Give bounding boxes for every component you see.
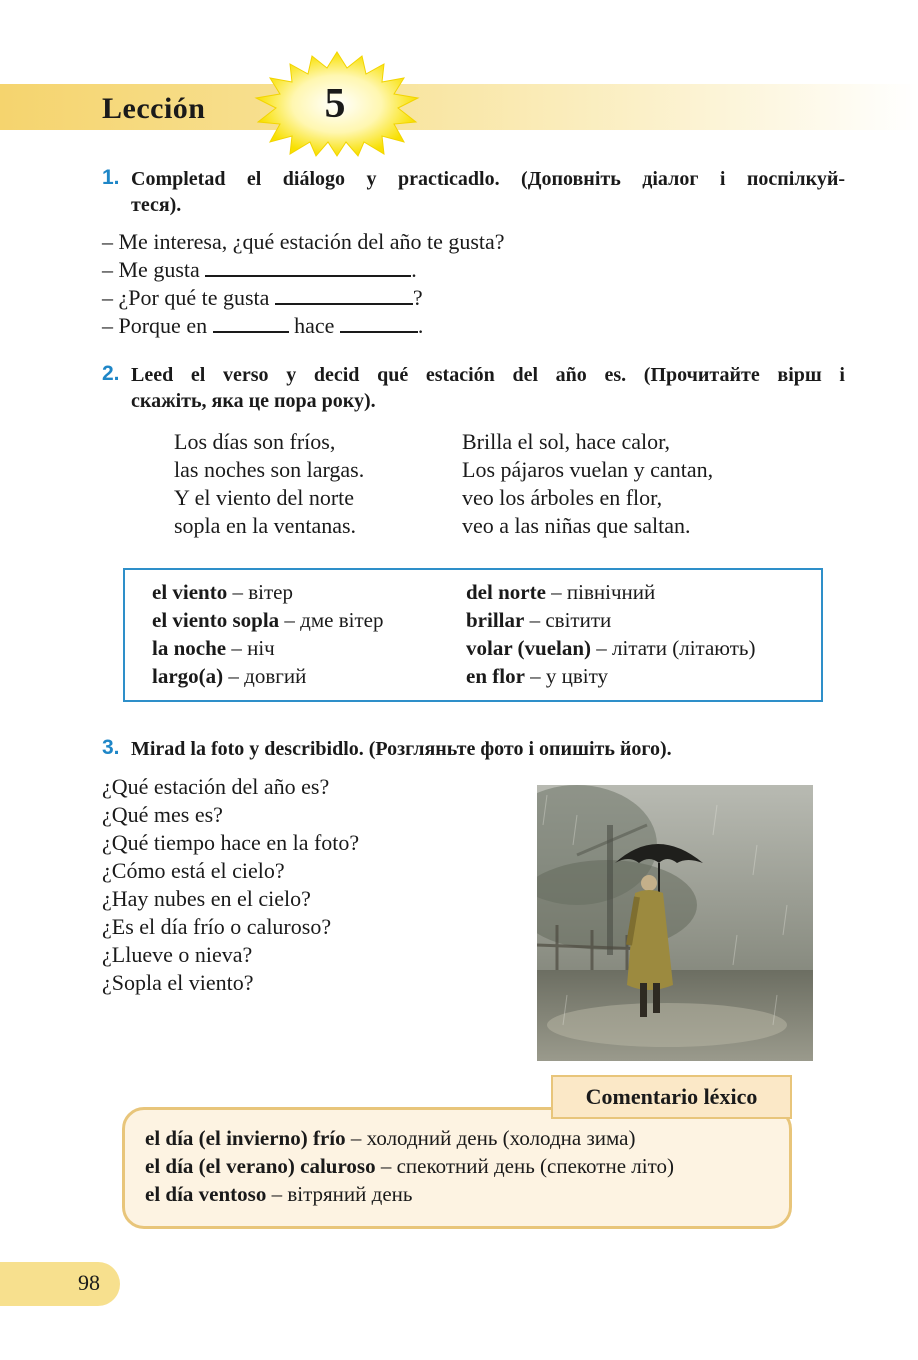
- poem-line: veo los árboles en flor,: [462, 485, 663, 510]
- blank-line[interactable]: [205, 257, 411, 277]
- vocab-term: en flor: [466, 664, 525, 688]
- dialogue-text: .: [417, 313, 424, 338]
- lexical-term: el día (el verano) caluroso: [145, 1154, 376, 1178]
- question: ¿Sopla el viento?: [102, 970, 254, 995]
- question: ¿Cómo está el cielo?: [102, 858, 285, 883]
- vocab-item: [152, 578, 383, 606]
- vocab-term: brillar: [466, 608, 525, 632]
- lexical-translation: – холодний день (холодна зима): [345, 1126, 636, 1150]
- vocabulary-right: [466, 578, 755, 690]
- exercise-1-instruction: [131, 166, 845, 218]
- dialogue-text: .: [411, 257, 417, 282]
- vocab-translation: – літати (літають): [591, 636, 756, 660]
- dialogue-line: [102, 312, 505, 340]
- vocab-item: [152, 606, 383, 634]
- question: ¿Es el día frío o caluroso?: [102, 914, 332, 939]
- dialogue-text: – Me gusta: [102, 257, 206, 282]
- dialogue-text: – ¿Por qué te gusta: [102, 285, 275, 310]
- dialogue-text: – Porque en: [102, 313, 213, 338]
- lexical-comment-list: [145, 1124, 674, 1208]
- poem-right: [462, 428, 713, 540]
- question: ¿Qué tiempo hace en la foto?: [102, 830, 360, 855]
- lexical-term: el día (el invierno) frío: [145, 1126, 346, 1150]
- vocab-item: [466, 606, 755, 634]
- page-number: 98: [78, 1270, 100, 1295]
- exercise-3-number: 3.: [102, 736, 120, 759]
- exercise-2-instruction-line2: скажіть, яка це пора року).: [131, 390, 376, 412]
- vocab-item: [466, 578, 755, 606]
- vocab-translation: – вітер: [227, 580, 293, 604]
- vocab-term: largo(a): [152, 664, 224, 688]
- vocab-term: volar (vuelan): [466, 636, 592, 660]
- lexical-item: [145, 1180, 674, 1208]
- poem-line: Los días son fríos,: [174, 429, 336, 454]
- dialogue-line: [102, 284, 505, 312]
- vocab-translation: – ніч: [226, 636, 275, 660]
- dialogue: [102, 228, 505, 340]
- exercise-1-instruction-line1: Completad el diálogo y practicadlo. (Доповніть діалог і поспілкуй-: [131, 168, 845, 190]
- vocab-term: del norte: [466, 580, 546, 604]
- vocab-translation: – північний: [545, 580, 656, 604]
- lexical-item: [145, 1124, 674, 1152]
- vocabulary-left: [152, 578, 383, 690]
- vocab-term: el viento sopla: [152, 608, 280, 632]
- question-list: [102, 773, 359, 997]
- blank-line[interactable]: [275, 285, 413, 305]
- vocab-item: [466, 662, 755, 690]
- question: ¿Qué estación del año es?: [102, 774, 330, 799]
- blank-line[interactable]: [213, 313, 289, 333]
- question: ¿Qué mes es?: [102, 802, 223, 827]
- lesson-title: Lección: [102, 92, 206, 125]
- poem-line: las noches son largas.: [174, 457, 365, 482]
- vocab-term: la noche: [152, 636, 227, 660]
- vocab-translation: – світити: [524, 608, 612, 632]
- vocab-item: [152, 634, 383, 662]
- lexical-item: [145, 1152, 674, 1180]
- exercise-1-instruction-line2: теся).: [131, 194, 182, 216]
- question: ¿Llueve o nieva?: [102, 942, 253, 967]
- lesson-number: 5: [324, 81, 346, 127]
- lexical-translation: – вітряний день: [266, 1182, 413, 1206]
- exercise-1-number: 1.: [102, 166, 120, 189]
- poem-line: Los pájaros vuelan y cantan,: [462, 457, 714, 482]
- lexical-term: el día ventoso: [145, 1182, 267, 1206]
- lexical-comment-title: Comentario léxico: [551, 1075, 792, 1119]
- vocab-term: el viento: [152, 580, 228, 604]
- blank-line[interactable]: [340, 313, 418, 333]
- dialogue-line: [102, 256, 505, 284]
- poem-line: sopla en la ventanas.: [174, 513, 357, 538]
- poem-line: veo a las niñas que saltan.: [462, 513, 691, 538]
- dialogue-line: [102, 228, 505, 256]
- lexical-translation: – спекотний день (спекотне літо): [375, 1154, 674, 1178]
- poem-line: Y el viento del norte: [174, 485, 355, 510]
- dialogue-text: ?: [412, 285, 423, 310]
- page-number-tab: [0, 1262, 120, 1306]
- vocab-item: [152, 662, 383, 690]
- vocab-translation: – дме вітер: [279, 608, 384, 632]
- dialogue-text: hace: [288, 313, 340, 338]
- question: ¿Hay nubes en el cielo?: [102, 886, 311, 911]
- exercise-2-instruction-line1: Leed el verso y decid qué estación del año es. (Прочитайте вірш і: [131, 364, 845, 386]
- vocab-translation: – довгий: [223, 664, 307, 688]
- poem-left: [174, 428, 364, 540]
- rain-photo: [537, 785, 813, 1061]
- exercise-2-number: 2.: [102, 362, 120, 385]
- vocab-item: [466, 634, 755, 662]
- vocab-translation: – у цвіту: [524, 664, 609, 688]
- exercise-2-instruction: [131, 362, 845, 414]
- exercise-3-instruction: Mirad la foto y describidlo. (Розгляньте фото і опишіть його).: [131, 738, 672, 760]
- dialogue-text: – Me interesa, ¿qué estación del año te gusta?: [102, 229, 505, 254]
- poem-line: Brilla el sol, hace calor,: [462, 429, 671, 454]
